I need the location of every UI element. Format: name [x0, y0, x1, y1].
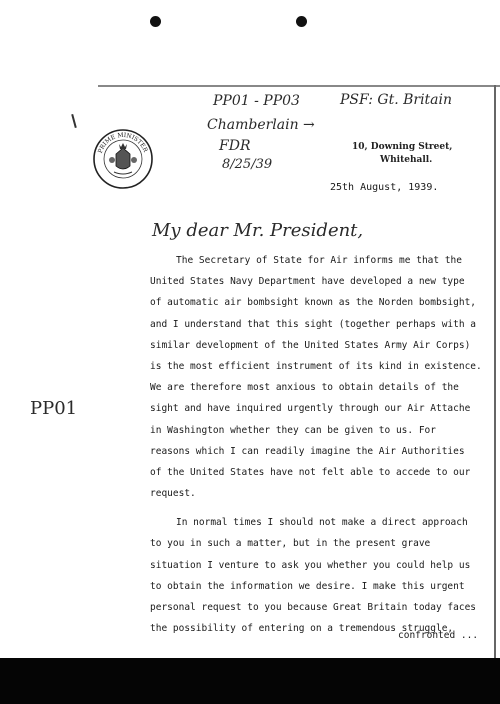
punch-hole-right	[296, 16, 307, 27]
body-line: to obtain the information we desire. I make this urgent	[150, 580, 465, 592]
body-line: in Washington whether they can be given to us. For	[150, 424, 436, 436]
body-line: and I understand that this sight (together perhaps with a	[150, 318, 477, 330]
body-line: to you in such a matter, but in the present grave	[150, 538, 431, 550]
body-line: situation I venture to ask you whether you could help us	[150, 559, 471, 571]
seal-icon	[92, 128, 154, 190]
body-line: similar development of the United States Army Air Corps)	[150, 339, 471, 351]
continuation-word: confronted ...	[398, 630, 479, 641]
annotation-top-left: PP01 - PP03	[213, 93, 300, 109]
annotation-fdr: FDR	[219, 138, 251, 154]
margin-tick-mark	[71, 114, 77, 128]
annotation-date-note: 8/25/39	[222, 157, 273, 172]
body-line: reasons which I can readily imagine the Air Authorities	[150, 445, 465, 457]
punch-hole-left	[150, 16, 161, 27]
body-line: In normal times I should not make a direct approach	[176, 517, 468, 529]
scan-bottom-border	[0, 658, 500, 704]
body-line: personal request to you because Great Britain today faces	[150, 602, 477, 613]
body-line: sight and have inquired urgently through our Air Attache	[150, 403, 471, 415]
body-line: of automatic air bombsight known as the Norden bombsight,	[150, 297, 477, 309]
body-line: the possibility of entering on a tremendous struggle,	[150, 623, 454, 635]
body-line: United States Navy Department have developed a new type	[150, 276, 465, 288]
body-line: The Secretary of State for Air informs me that the	[176, 255, 462, 266]
body-line: request.	[150, 488, 196, 500]
letterhead-address-line2: Whitehall.	[380, 155, 433, 165]
page-top-edge	[98, 85, 500, 87]
letterhead-address-line1: 10, Downing Street,	[352, 142, 453, 152]
body-line: of the United States have not felt able to accede to our	[150, 466, 471, 478]
salutation: My dear Mr. President,	[152, 220, 364, 241]
annotation-margin: PP01	[30, 398, 78, 419]
seal-ring-text: PRIME MINISTER	[96, 131, 149, 155]
annotation-psf: PSF: Gt. Britain	[340, 92, 453, 108]
body-line: We are therefore most anxious to obtain details of the	[150, 382, 459, 394]
prime-minister-seal	[92, 128, 154, 190]
letter-body	[150, 250, 495, 639]
letter-date: 25th August, 1939.	[330, 182, 439, 193]
annotation-name: Chamberlain →	[207, 117, 315, 133]
body-line: is the most efficient instrument of its kind in existence.	[150, 360, 482, 372]
